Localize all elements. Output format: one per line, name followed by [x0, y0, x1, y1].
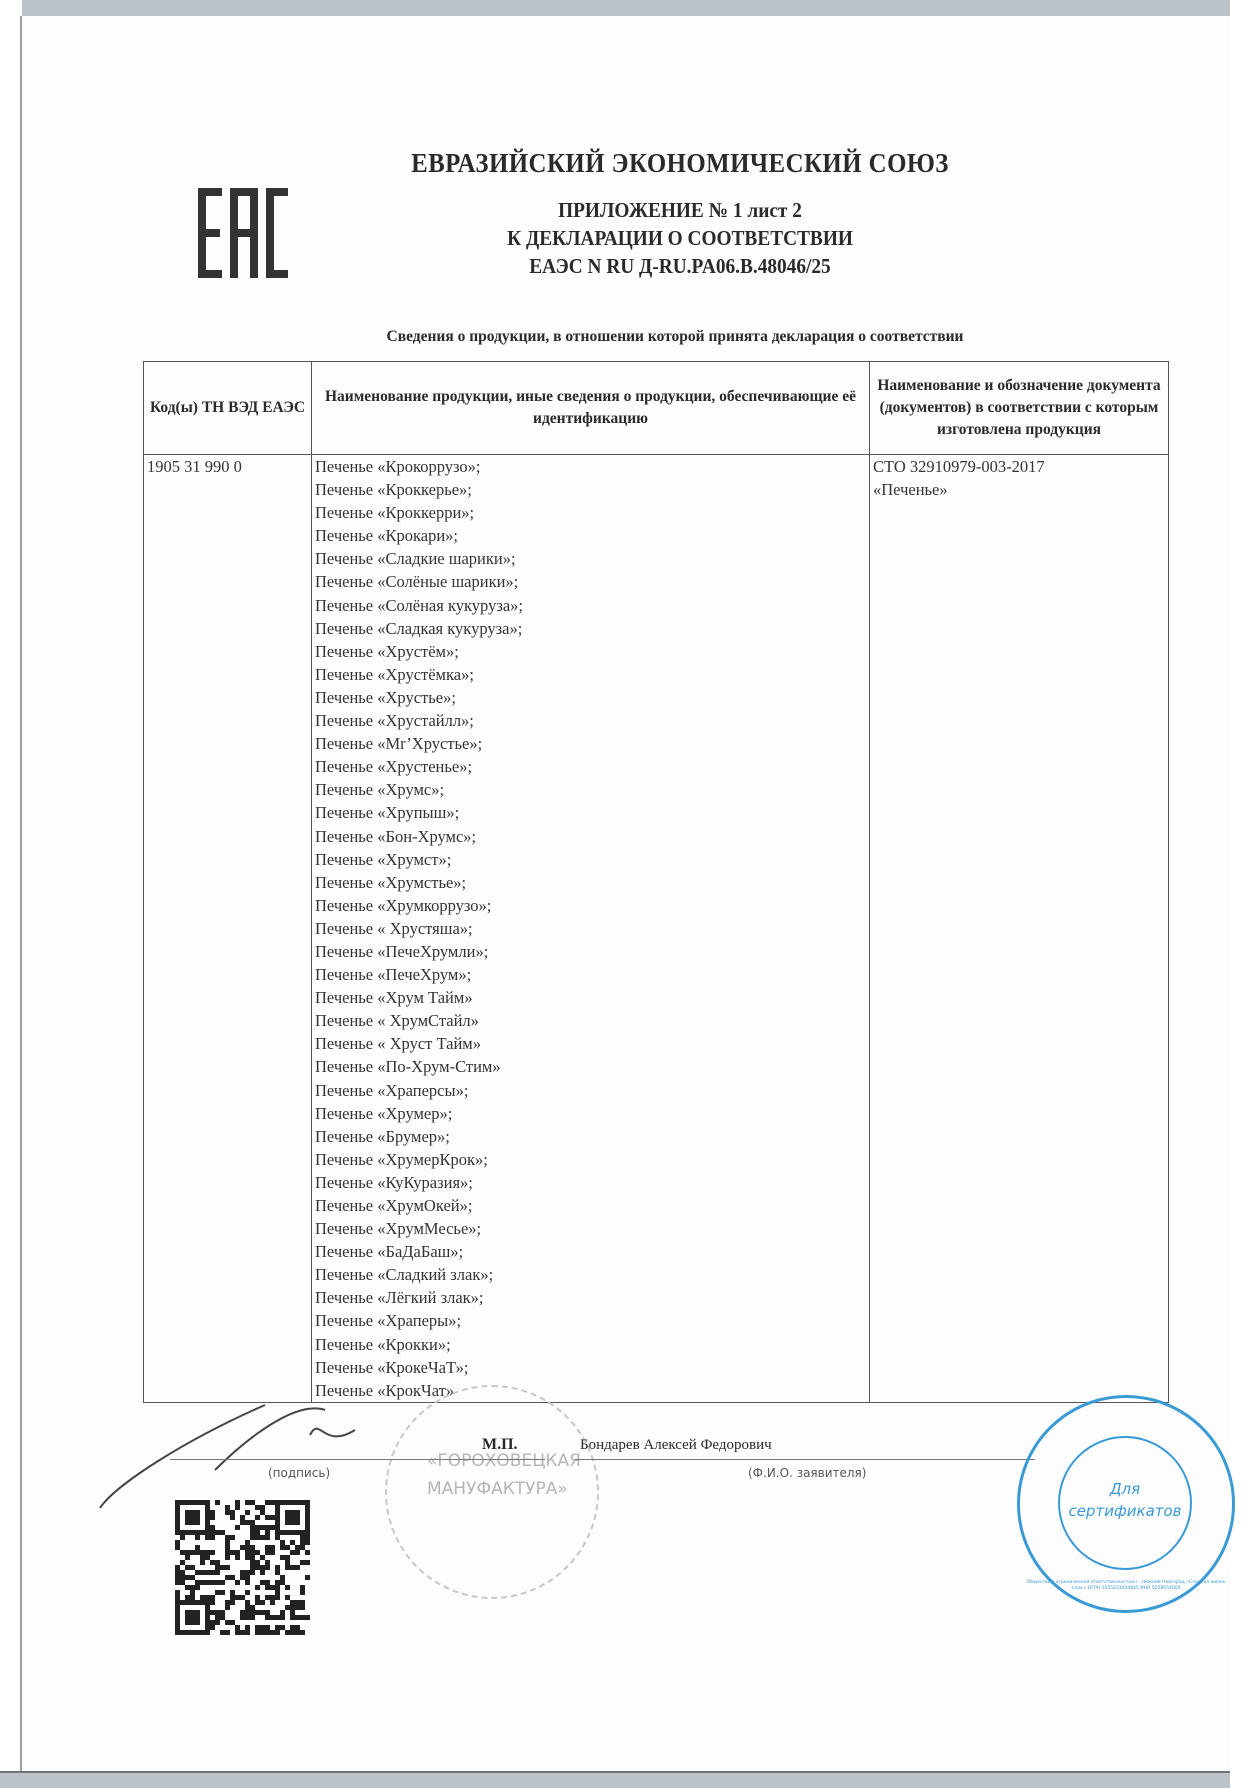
- table-header-row: [144, 362, 1169, 455]
- product-item: Печенье «Хрумер»;: [315, 1103, 453, 1123]
- product-item: Печенье «Солёные шарики»;: [315, 572, 519, 592]
- appendix-line: ПРИЛОЖЕНИЕ № 1 лист 2: [558, 198, 802, 222]
- applicant-name: Бондарев Алексей Федорович: [580, 1437, 772, 1453]
- product-item: Печенье «Крокки»;: [315, 1334, 451, 1354]
- product-item: Печенье «ХрумМесье»;: [315, 1219, 482, 1239]
- stamp-center-text: Для сертификатов: [1068, 1480, 1182, 1520]
- product-item: Печенье «Хрумкоррузо»;: [315, 895, 492, 915]
- product-item: Печенье «Хрустём»;: [315, 641, 459, 661]
- header-code: Код(ы) ТН ВЭД ЕАЭС: [144, 362, 312, 455]
- product-item: Печенье «Хрустёмка»;: [315, 664, 474, 684]
- product-item: Печенье «Хрустье»;: [315, 687, 456, 707]
- product-item: Печенье «КрокЧат»: [315, 1380, 455, 1400]
- product-item: Печенье «Кроккерье»;: [315, 480, 472, 500]
- mp-label: М.П.: [482, 1436, 518, 1453]
- product-item: Печенье «ПечеХрум»;: [315, 965, 472, 985]
- product-item: Печенье «Брумер»;: [315, 1126, 450, 1146]
- product-item: Печенье « Хрустяша»;: [315, 918, 473, 938]
- product-item: Печенье «Хрумст»;: [315, 849, 452, 869]
- product-item: Печенье «Сладкий злак»;: [315, 1265, 494, 1285]
- product-item: Печенье « ХрумСтайл»: [315, 1011, 479, 1031]
- product-item: Печенье «Храперы»;: [315, 1311, 462, 1331]
- scan-edge-top: [22, 0, 1230, 16]
- stamp-ring-text: Общество с ограниченной ответственностью г. Нижний Новгород «Сладкая жизнь плюс» ОГРН 1055233034845 ИНН 5258054000: [1026, 1580, 1226, 1591]
- product-item: Печенье «ПечеХрумли»;: [315, 941, 489, 961]
- product-item: Печенье «ХрумерКрок»;: [315, 1149, 488, 1169]
- product-item: Печенье «КрокеЧаТ»;: [315, 1357, 469, 1377]
- scan-edge-bottom: [0, 1771, 1230, 1788]
- document-title: «Печенье»: [873, 480, 948, 500]
- product-item: Печенье « Хруст Тайм»: [315, 1034, 481, 1054]
- product-item: Печенье «КуКуразия»;: [315, 1172, 473, 1192]
- signature-line: [170, 1459, 545, 1460]
- header-document: Наименование и обозначение документа (документов) в соответствии с которым изготовлена продукция: [870, 362, 1169, 455]
- product-item: Печенье «ХрумОкей»;: [315, 1196, 473, 1215]
- product-item: Печенье «Хрум Тайм»: [315, 988, 473, 1008]
- product-item: Печенье «Mr’Хрустье»;: [315, 734, 483, 754]
- declaration-number: ЕАЭС N RU Д-RU.PA06.B.48046/25: [529, 254, 831, 278]
- union-title: ЕВРАЗИЙСКИЙ ЭКОНОМИЧЕСКИЙ СОЮЗ: [411, 148, 949, 178]
- table-caption: Сведения о продукции, в отношении которой принята декларация о соответствии: [386, 328, 964, 345]
- certification-stamp-blue: [1017, 1395, 1235, 1613]
- signature-label: (подпись): [268, 1466, 331, 1480]
- product-item: Печенье «Храперсы»;: [315, 1080, 469, 1100]
- name-line: [575, 1459, 1035, 1460]
- products-cell: [312, 455, 870, 1403]
- product-table: [143, 361, 1169, 1403]
- document-code: СТО 32910979-003-2017: [873, 457, 1045, 476]
- qr-code: [175, 1500, 310, 1635]
- eac-logo: [198, 188, 290, 278]
- product-item: Печенье «Бон-Хрумс»;: [315, 826, 477, 846]
- product-item: Печенье «Хрумс»;: [315, 780, 445, 800]
- product-item: Печенье «Лёгкий злак»;: [315, 1288, 484, 1308]
- product-item: Печенье «Солёная кукуруза»;: [315, 595, 523, 615]
- company-stamp-text: «ГОРОХОВЕЦКАЯ МАНУФАКТУРА»: [427, 1451, 581, 1499]
- product-item: Печенье «Хрустенье»;: [315, 757, 473, 777]
- product-item: Печенье «Кроккерри»;: [315, 503, 475, 523]
- product-item: Печенье «Хрумстье»;: [315, 872, 467, 892]
- product-item: Печенье «Крокари»;: [315, 526, 459, 546]
- header-product: Наименование продукции, иные сведения о продукции, обеспечивающие её идентификацию: [312, 362, 870, 455]
- product-item: Печенье «Хрупыш»;: [315, 803, 460, 823]
- declaration-line: К ДЕКЛАРАЦИИ О СООТВЕТСТВИИ: [507, 226, 853, 250]
- product-item: Печенье «По-Хрум-Стим»: [315, 1057, 501, 1077]
- product-item: Печенье «Крокоррузо»;: [315, 457, 481, 476]
- name-label: (Ф.И.О. заявителя): [748, 1466, 867, 1480]
- product-item: Печенье «Хрустайлл»;: [315, 711, 474, 731]
- company-stamp-gray: [385, 1385, 599, 1599]
- code-cell: 1905 31 990 0: [144, 455, 312, 1403]
- product-item: Печенье «Сладкая кукуруза»;: [315, 618, 523, 638]
- product-item: Печенье «БаДаБаш»;: [315, 1242, 464, 1262]
- product-item: Печенье «Сладкие шарики»;: [315, 549, 516, 569]
- table-row: [144, 455, 1169, 1403]
- document-cell: [870, 455, 1169, 1403]
